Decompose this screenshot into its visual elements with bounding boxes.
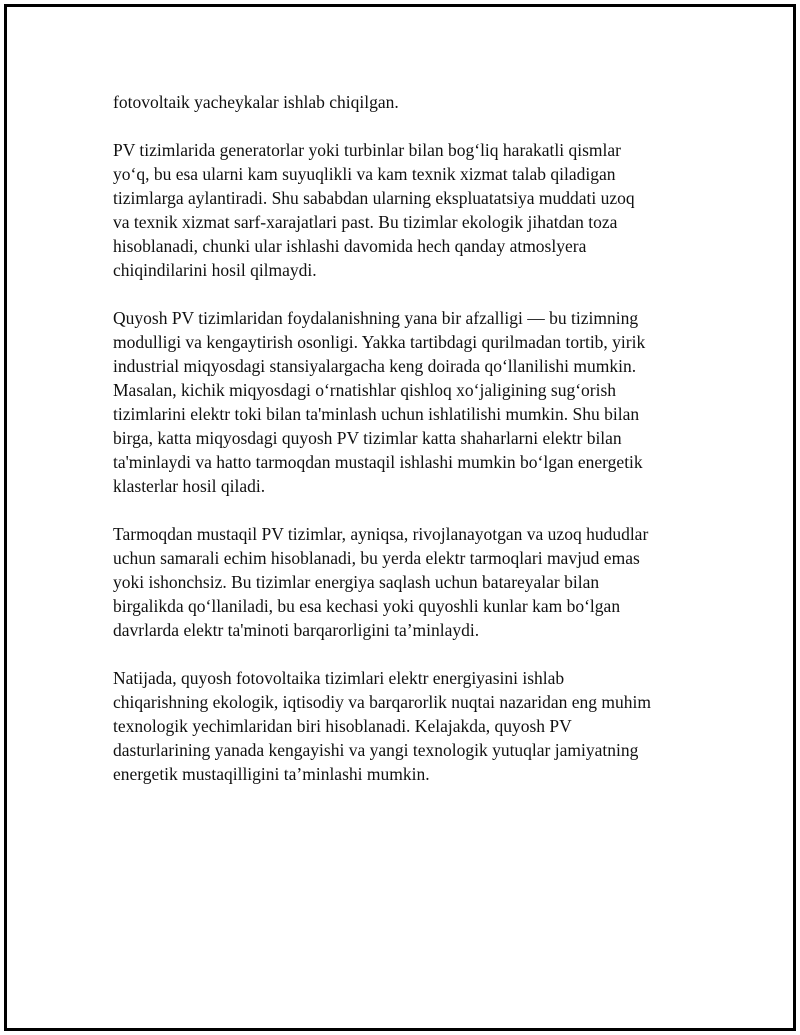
text-line: birgalikda qo‘llaniladi, bu esa kechasi yoki quyoshli kunlar kam bo‘lgan: [113, 596, 621, 616]
text-line: texnologik yechimlaridan biri hisoblanadi. Kelajakda, quyosh PV: [113, 716, 572, 736]
text-line: fotovoltaik yacheykalar ishlab chiqilgan.: [113, 92, 399, 112]
text-line: tizimlarga aylantiradi. Shu sababdan ularning ekspluatatsiya muddati uzoq: [113, 188, 635, 208]
text-line: modulligi va kengaytirish osonligi. Yakka tartibdagi qurilmadan tortib, yirik: [113, 332, 646, 352]
text-line: yo‘q, bu esa ularni kam suyuqlikli va kam texnik xizmat talab qiladigan: [113, 164, 616, 184]
text-line: chiqarishning ekologik, iqtisodiy va barqarorlik nuqtai nazaridan eng muhim: [113, 692, 651, 712]
document-body: [113, 90, 693, 810]
text-line: hisoblanadi, chunki ular ishlashi davomida hech qanday atmoslyera: [113, 236, 587, 256]
text-line: birga, katta miqyosdagi quyosh PV tizimlar katta shaharlarni elektr bilan: [113, 428, 622, 448]
text-line: davrlarda elektr ta'minoti barqarorligini ta’minlaydi.: [113, 620, 480, 640]
paragraph-1: [113, 90, 693, 114]
paragraph-5: [113, 666, 693, 786]
text-line: dasturlarining yanada kengayishi va yangi texnologik yutuqlar jamiyatning: [113, 740, 639, 760]
text-line: chiqindilarini hosil qilmaydi.: [113, 260, 317, 280]
paragraph-4: [113, 522, 693, 642]
text-line: Natijada, quyosh fotovoltaika tizimlari elektr energiyasini ishlab: [113, 668, 565, 688]
text-line: Quyosh PV tizimlaridan foydalanishning yana bir afzalligi — bu tizimning: [113, 308, 639, 328]
paragraph-2: [113, 138, 693, 282]
paragraph-3: [113, 306, 693, 498]
text-line: klasterlar hosil qiladi.: [113, 476, 266, 496]
text-line: industrial miqyosdagi stansiyalargacha keng doirada qo‘llanilishi mumkin.: [113, 356, 637, 376]
text-line: Masalan, kichik miqyosdagi o‘rnatishlar qishloq xo‘jaligining sug‘orish: [113, 380, 617, 400]
text-line: va texnik xizmat sarf-xarajatlari past. Bu tizimlar ekologik jihatdan toza: [113, 212, 618, 232]
text-line: Tarmoqdan mustaqil PV tizimlar, ayniqsa, rivojlanayotgan va uzoq hududlar: [113, 524, 649, 544]
text-line: PV tizimlarida generatorlar yoki turbinlar bilan bog‘liq harakatli qismlar: [113, 140, 622, 160]
text-line: ta'minlaydi va hatto tarmoqdan mustaqil ishlashi mumkin bo‘lgan energetik: [113, 452, 643, 472]
text-line: energetik mustaqilligini ta’minlashi mumkin.: [113, 764, 430, 784]
text-line: uchun samarali echim hisoblanadi, bu yerda elektr tarmoqlari mavjud emas: [113, 548, 640, 568]
text-line: tizimlarini elektr toki bilan ta'minlash uchun ishlatilishi mumkin. Shu bilan: [113, 404, 640, 424]
text-line: yoki ishonchsiz. Bu tizimlar energiya saqlash uchun batareyalar bilan: [113, 572, 600, 592]
